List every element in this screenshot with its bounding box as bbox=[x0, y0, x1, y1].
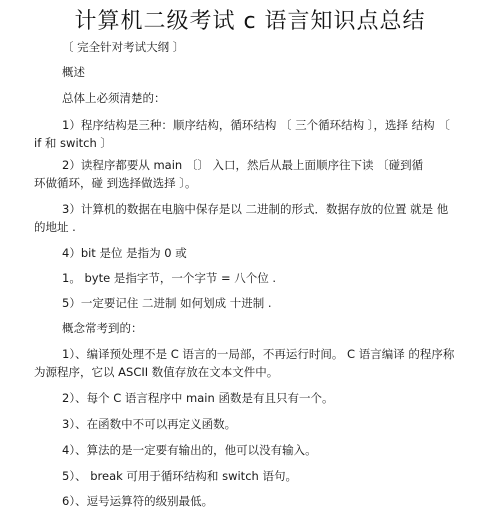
concept-4: 4）、算法的是一定要有输出的，他可以没有输入。 bbox=[62, 443, 317, 457]
point-3-line2: 的地址 . bbox=[34, 220, 76, 234]
point-3 bbox=[34, 200, 466, 236]
point-2-line2: 环做循环，碰 到选择做选择 〕。 bbox=[34, 176, 197, 190]
concept-3: 3）、在函数中不可以再定义函数。 bbox=[62, 417, 237, 431]
point-4: 4）bit 是位 是指为 0 或 bbox=[62, 246, 187, 260]
point-4b: 1。 byte 是指字节，一个字节 = 八个位 . bbox=[62, 271, 277, 285]
point-5: 5）一定要记住 二进制 如何划成 十进制 . bbox=[62, 296, 272, 310]
subtitle: 〔 完全针对考试大纲 〕 bbox=[62, 40, 185, 54]
concept-1-line2: 为源程序，它以 ASCII 数值存放在文本文件中。 bbox=[34, 365, 279, 379]
concept-6: 6）、逗号运算符的级别最低。 bbox=[62, 494, 214, 508]
point-2 bbox=[34, 156, 466, 192]
heading-overview: 概述 bbox=[62, 65, 85, 79]
point-1-line2: if 和 switch 〕 bbox=[34, 136, 112, 150]
concept-1-line1: 1）、编译预处理不是 C 语言的一局部，不再运行时间。 C 语言编译 的程序称 bbox=[62, 347, 455, 361]
concept-2: 2）、每个 C 语言程序中 main 函数是有且只有一个。 bbox=[62, 391, 334, 405]
page-title: 计算机二级考试 c 语言知识点总结 bbox=[74, 9, 426, 34]
point-1-line1: 1）程序结构是三种：顺序结构，循环结构 〔 三个循环结构 〕，选择 结构 〔 bbox=[62, 118, 450, 132]
point-2-line1: 2）读程序都要从 main 〔〕 入口，然后从最上面顺序往下读 〔碰到循 bbox=[62, 158, 424, 172]
intro-text: 总体上必须清楚的： bbox=[62, 91, 166, 105]
point-1 bbox=[34, 116, 466, 152]
heading-concepts: 概念常考到的： bbox=[62, 321, 143, 335]
concept-1 bbox=[34, 345, 466, 381]
concept-5: 5）、 break 可用于循环结构和 switch 语句。 bbox=[62, 469, 297, 483]
point-3-line1: 3）计算机的数据在电脑中保存是以 二进制的形式．数据存放的位置 就是 他 bbox=[62, 202, 449, 216]
